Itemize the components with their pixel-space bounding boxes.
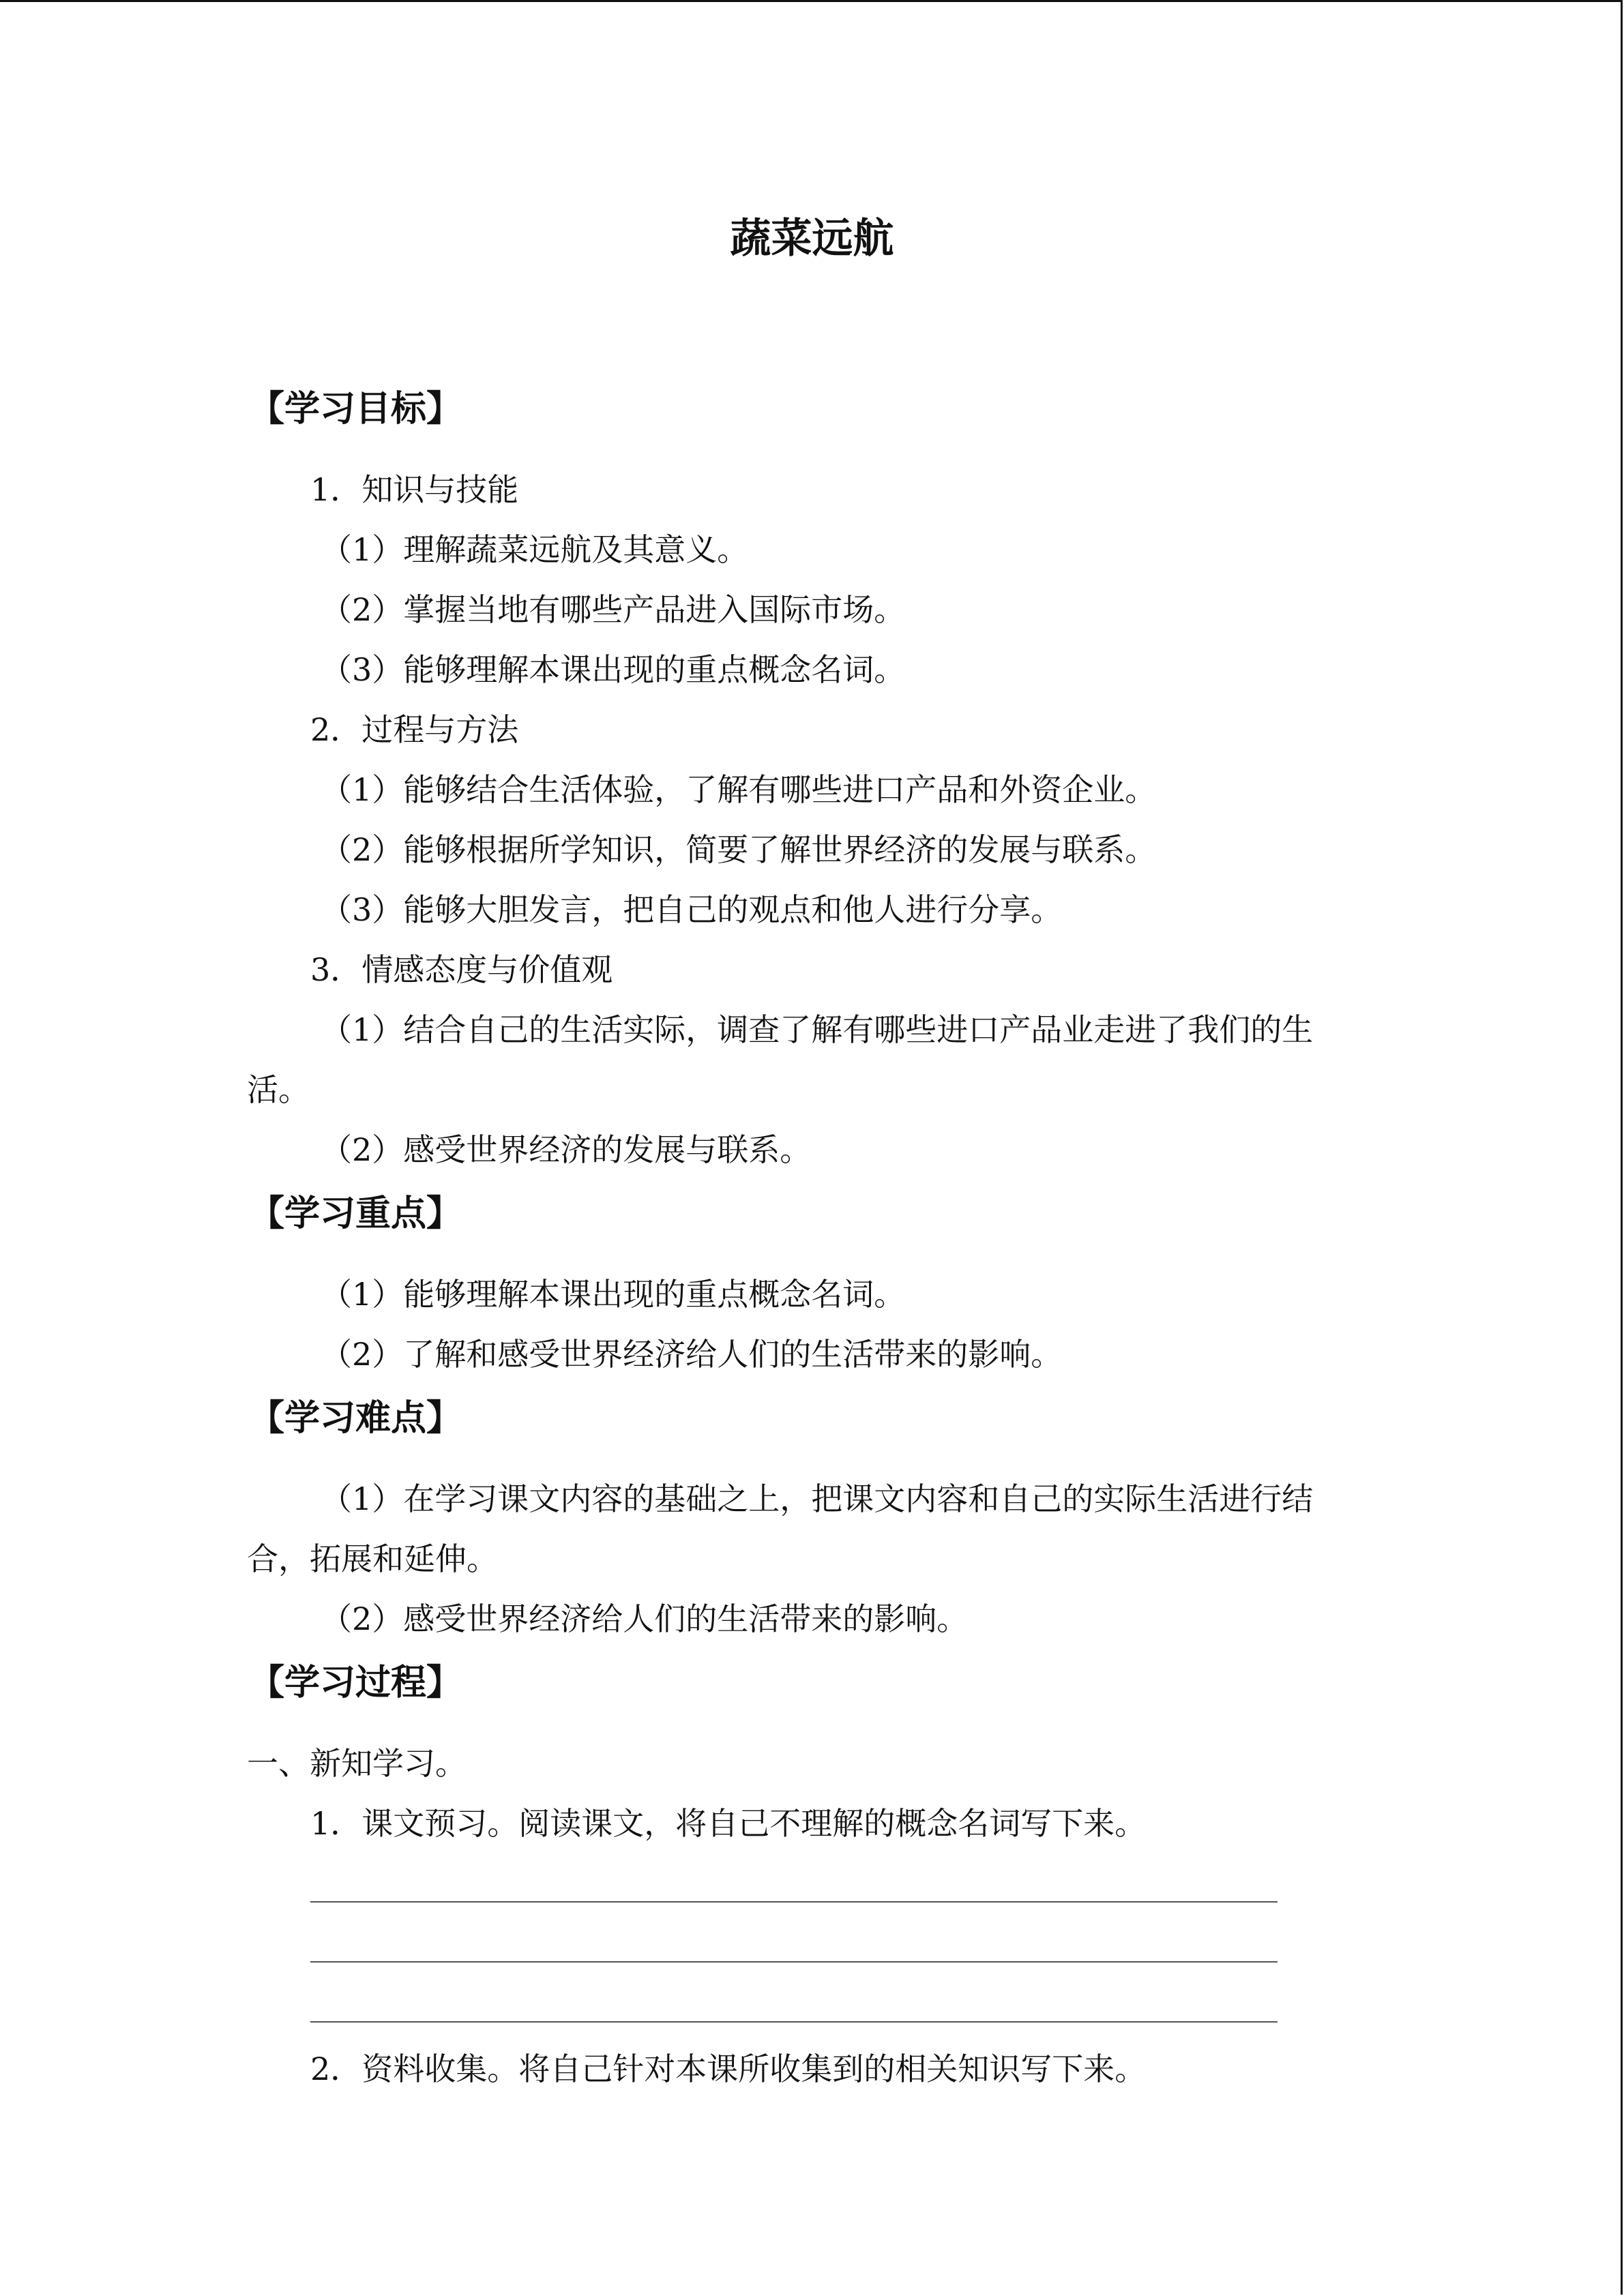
page-title: 蔬菜远航 xyxy=(730,215,894,263)
key-points-heading: 【学习重点】 xyxy=(249,1193,462,1234)
objectives-heading: 【学习目标】 xyxy=(249,389,462,430)
difficulty-item-1-line-1: （1）在学习课文内容的基础之上，把课文内容和自己的实际生活进行结 xyxy=(321,1480,1314,1517)
knowledge-item-1: （1）理解蔬菜远航及其意义。 xyxy=(321,531,749,568)
task-2-collection: 2．资料收集。将自己针对本课所收集到的相关知识写下来。 xyxy=(310,2051,1147,2087)
answer-line-3[interactable] xyxy=(310,2021,1278,2023)
process-item-1: （1）能够结合生活体验，了解有哪些进口产品和外资企业。 xyxy=(321,771,1157,808)
task-1-preview: 1．课文预习。阅读课文，将自己不理解的概念名词写下来。 xyxy=(310,1805,1147,1842)
knowledge-item-2: （2）掌握当地有哪些产品进入国际市场。 xyxy=(321,591,906,628)
difficulties-heading: 【学习难点】 xyxy=(249,1398,462,1439)
key-point-item-1: （1）能够理解本课出现的重点概念名词。 xyxy=(321,1276,906,1313)
difficulty-item-1-line-2: 合，拓展和延伸。 xyxy=(247,1540,498,1577)
knowledge-skills-label: 1．知识与技能 xyxy=(310,471,519,508)
key-point-item-2: （2）了解和感受世界经济给人们的生活带来的影响。 xyxy=(321,1336,1063,1373)
process-method-label: 2．过程与方法 xyxy=(310,711,519,748)
emotion-item-2: （2）感受世界经济的发展与联系。 xyxy=(321,1131,812,1168)
emotion-values-label: 3．情感态度与价值观 xyxy=(310,951,613,988)
answer-line-2[interactable] xyxy=(310,1961,1278,1963)
answer-line-1[interactable] xyxy=(310,1901,1278,1903)
process-item-2: （2）能够根据所学知识，简要了解世界经济的发展与联系。 xyxy=(321,831,1157,868)
new-knowledge-label: 一、新知学习。 xyxy=(247,1745,467,1782)
process-item-3: （3）能够大胆发言，把自己的观点和他人进行分享。 xyxy=(321,891,1063,928)
knowledge-item-3: （3）能够理解本课出现的重点概念名词。 xyxy=(321,651,906,688)
emotion-item-1-line-2: 活。 xyxy=(247,1071,310,1108)
learning-process-heading: 【学习过程】 xyxy=(249,1663,462,1703)
difficulty-item-2: （2）感受世界经济给人们的生活带来的影响。 xyxy=(321,1600,969,1637)
emotion-item-1-line-1: （1）结合自己的生活实际，调查了解有哪些进口产品业走进了我们的生 xyxy=(321,1011,1314,1048)
